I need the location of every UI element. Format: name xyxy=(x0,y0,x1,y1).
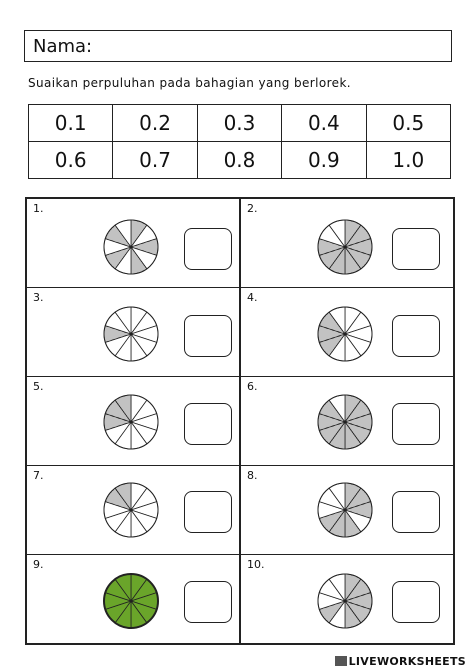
answer-input-box[interactable] xyxy=(392,315,440,357)
answer-option[interactable]: 0.8 xyxy=(197,142,281,179)
question-cell xyxy=(26,287,240,377)
answer-options-table xyxy=(28,104,451,179)
question-cell xyxy=(240,554,454,644)
fraction-circle xyxy=(315,480,375,540)
fraction-circle xyxy=(101,217,161,277)
question-number: 4. xyxy=(247,291,258,304)
question-number: 5. xyxy=(33,380,44,393)
footer-brand xyxy=(335,655,466,668)
question-number: 2. xyxy=(247,202,258,215)
question-number: 1. xyxy=(33,202,44,215)
question-cell xyxy=(26,554,240,644)
answer-input-box[interactable] xyxy=(184,491,232,533)
answer-input-box[interactable] xyxy=(184,581,232,623)
question-cell xyxy=(240,198,454,288)
answer-input-box[interactable] xyxy=(392,581,440,623)
fraction-circle xyxy=(315,304,375,364)
answer-option[interactable]: 0.7 xyxy=(113,142,197,179)
answer-input-box[interactable] xyxy=(392,403,440,445)
answer-option[interactable]: 0.1 xyxy=(29,105,113,142)
answer-input-box[interactable] xyxy=(184,403,232,445)
fraction-circle xyxy=(101,480,161,540)
question-number: 8. xyxy=(247,469,258,482)
question-cell xyxy=(26,376,240,466)
answer-option[interactable]: 0.3 xyxy=(197,105,281,142)
instruction-text: Suaikan perpuluhan pada bahagian yang berlorek. xyxy=(28,76,352,90)
question-number: 10. xyxy=(247,558,265,571)
question-cell xyxy=(240,465,454,555)
answer-input-box[interactable] xyxy=(184,315,232,357)
fraction-circle xyxy=(101,392,161,452)
name-label: Nama: xyxy=(33,36,93,57)
question-number: 9. xyxy=(33,558,44,571)
answer-option[interactable]: 1.0 xyxy=(366,142,450,179)
question-number: 6. xyxy=(247,380,258,393)
answer-option[interactable]: 0.2 xyxy=(113,105,197,142)
name-field[interactable] xyxy=(24,30,452,62)
liveworksheets-logo-icon xyxy=(335,656,347,666)
fraction-circle xyxy=(315,217,375,277)
answer-input-box[interactable] xyxy=(392,491,440,533)
answer-input-box[interactable] xyxy=(184,228,232,270)
question-grid xyxy=(25,197,455,645)
fraction-circle xyxy=(315,571,375,631)
fraction-circle xyxy=(101,304,161,364)
answer-input-box[interactable] xyxy=(392,228,440,270)
answer-option[interactable]: 0.9 xyxy=(282,142,366,179)
fraction-circle xyxy=(315,392,375,452)
question-cell xyxy=(240,376,454,466)
question-cell xyxy=(240,287,454,377)
answer-option[interactable]: 0.5 xyxy=(366,105,450,142)
question-number: 3. xyxy=(33,291,44,304)
brand-name: LIVEWORKSHEETS xyxy=(348,655,466,668)
question-cell xyxy=(26,198,240,288)
fraction-circle xyxy=(101,571,161,631)
question-number: 7. xyxy=(33,469,44,482)
answer-option[interactable]: 0.4 xyxy=(282,105,366,142)
question-cell xyxy=(26,465,240,555)
answer-option[interactable]: 0.6 xyxy=(29,142,113,179)
